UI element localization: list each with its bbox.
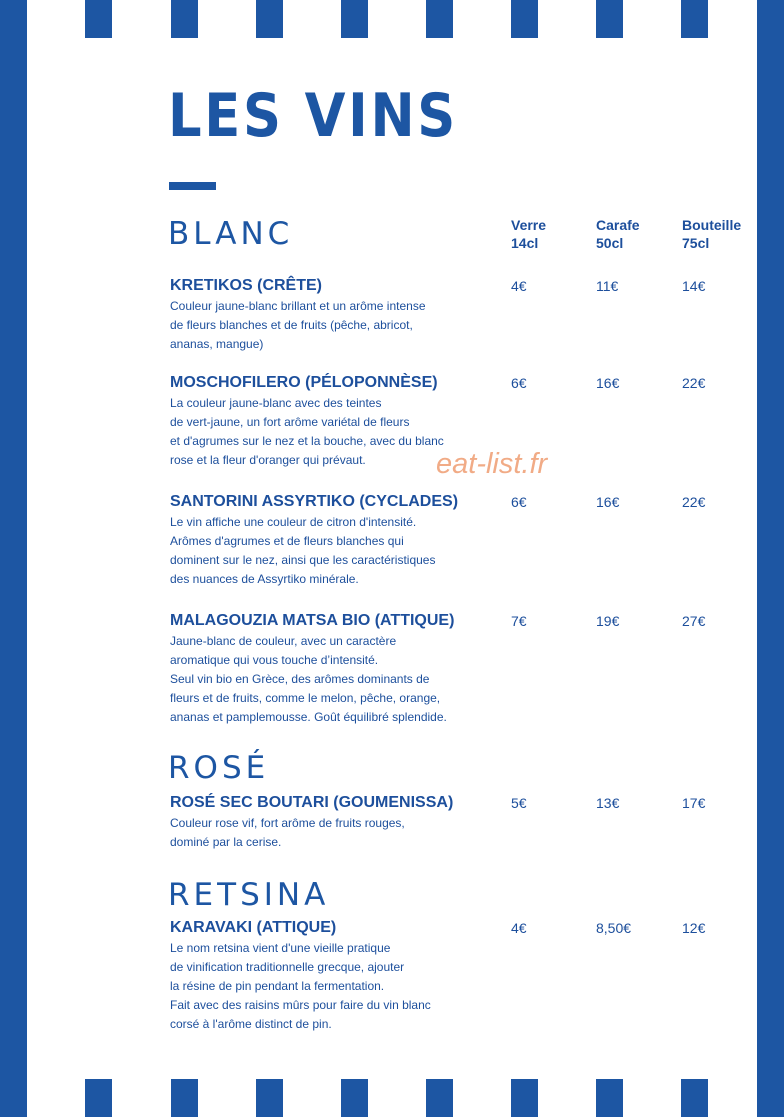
column-header-size: 50cl [596, 235, 624, 251]
description-line: Arômes d'agrumes et de fleurs blanches qui [170, 534, 404, 548]
stripe [596, 0, 623, 38]
price-carafe: 16€ [596, 375, 620, 391]
price-bouteille: 22€ [682, 375, 706, 391]
title-underline [169, 182, 216, 190]
description-line: Le vin affiche une couleur de citron d'intensité. [170, 515, 417, 529]
price-bouteille: 12€ [682, 920, 706, 936]
description-line: dominent sur le nez, ainsi que les caractéristiques [170, 553, 436, 567]
description-line: ananas, mangue) [170, 337, 264, 351]
section-title-rose: ROSÉ [168, 750, 270, 786]
stripe [171, 1079, 198, 1117]
price-carafe: 8,50€ [596, 920, 632, 936]
column-header-label: Verre [511, 217, 547, 233]
price-bouteille: 22€ [682, 494, 706, 510]
price-bouteille: 17€ [682, 795, 706, 811]
description-line: Couleur jaune-blanc brillant et un arôme intense [170, 299, 426, 313]
column-header-size: 14cl [511, 235, 539, 251]
wine-name: MOSCHOFILERO (PÉLOPONNÈSE) [170, 374, 438, 391]
stripe [426, 1079, 453, 1117]
description-line: et d'agrumes sur le nez et la bouche, avec du blanc [170, 434, 444, 448]
stripe [256, 1079, 283, 1117]
description-line: Jaune-blanc de couleur, avec un caractère [170, 634, 397, 648]
description-line: aromatique qui vous touche d’intensité. [170, 653, 379, 667]
stripe [85, 1079, 112, 1117]
stripe [511, 0, 538, 38]
wine-item [170, 276, 500, 354]
wine-item [170, 492, 500, 589]
watermark: eat-list.fr [436, 448, 548, 480]
price-bouteille: 27€ [682, 613, 706, 629]
column-header-label: Carafe [596, 217, 640, 233]
description-line: rose et la fleur d'oranger qui prévaut. [170, 453, 366, 467]
wine-description [170, 632, 500, 727]
price-verre: 7€ [511, 613, 527, 629]
price-verre: 4€ [511, 920, 527, 936]
wine-item [170, 918, 500, 1034]
stripe [85, 0, 112, 38]
stripe [511, 1079, 538, 1117]
wine-name: ROSÉ SEC BOUTARI (GOUMENISSA) [170, 794, 454, 811]
description-line: Seul vin bio en Grèce, des arômes dominants de [170, 672, 430, 686]
stripe [341, 1079, 368, 1117]
wine-name: MALAGOUZIA MATSA BIO (ATTIQUE) [170, 612, 455, 629]
stripe [341, 0, 368, 38]
wine-description [170, 297, 500, 354]
description-line: Le nom retsina vient d'une vieille pratique [170, 941, 391, 955]
wine-description [170, 814, 500, 852]
description-line: la résine de pin pendant la fermentation. [170, 979, 385, 993]
wine-description [170, 939, 500, 1034]
stripe [681, 1079, 708, 1117]
description-line: corsé à l'arôme distinct de pin. [170, 1017, 332, 1031]
left-border-bar [0, 0, 27, 1117]
description-line: de vinification traditionnelle grecque, ajouter [170, 960, 405, 974]
column-header-carafe [596, 216, 640, 252]
wine-name: KRETIKOS (CRÊTE) [170, 277, 322, 294]
price-carafe: 11€ [596, 278, 619, 294]
description-line: des nuances de Assyrtiko minérale. [170, 572, 359, 586]
wine-name: KARAVAKI (ATTIQUE) [170, 919, 337, 936]
right-border-bar [757, 0, 784, 1117]
price-verre: 4€ [511, 278, 527, 294]
section-title-retsina: RETSINA [168, 877, 330, 913]
page-title: LES VINS [168, 81, 458, 151]
wine-item [170, 611, 500, 727]
price-carafe: 16€ [596, 494, 620, 510]
price-verre: 6€ [511, 375, 527, 391]
wine-description [170, 513, 500, 589]
description-line: de vert-jaune, un fort arôme variétal de fleurs [170, 415, 410, 429]
description-line: dominé par la cerise. [170, 835, 282, 849]
section-title-blanc: BLANC [168, 216, 294, 252]
description-line: fleurs et de fruits, comme le melon, pêche, orange, [170, 691, 441, 705]
stripe [596, 1079, 623, 1117]
price-bouteille: 14€ [682, 278, 706, 294]
stripe [256, 0, 283, 38]
wine-name: SANTORINI ASSYRTIKO (CYCLADES) [170, 493, 459, 510]
description-line: La couleur jaune-blanc avec des teintes [170, 396, 382, 410]
description-line: Couleur rose vif, fort arôme de fruits rouges, [170, 816, 405, 830]
price-carafe: 13€ [596, 795, 620, 811]
column-header-bouteille [682, 216, 741, 252]
column-header-verre [511, 216, 546, 252]
stripe [681, 0, 708, 38]
description-line: ananas et pamplemousse. Goût équilibré splendide. [170, 710, 447, 724]
price-verre: 6€ [511, 494, 527, 510]
description-line: de fleurs blanches et de fruits (pêche, abricot, [170, 318, 413, 332]
column-header-label: Bouteille [682, 217, 742, 233]
column-header-size: 75cl [682, 235, 710, 251]
price-verre: 5€ [511, 795, 527, 811]
wine-item [170, 793, 500, 852]
description-line: Fait avec des raisins mûrs pour faire du vin blanc [170, 998, 431, 1012]
stripe [171, 0, 198, 38]
stripe [426, 0, 453, 38]
price-carafe: 19€ [596, 613, 620, 629]
